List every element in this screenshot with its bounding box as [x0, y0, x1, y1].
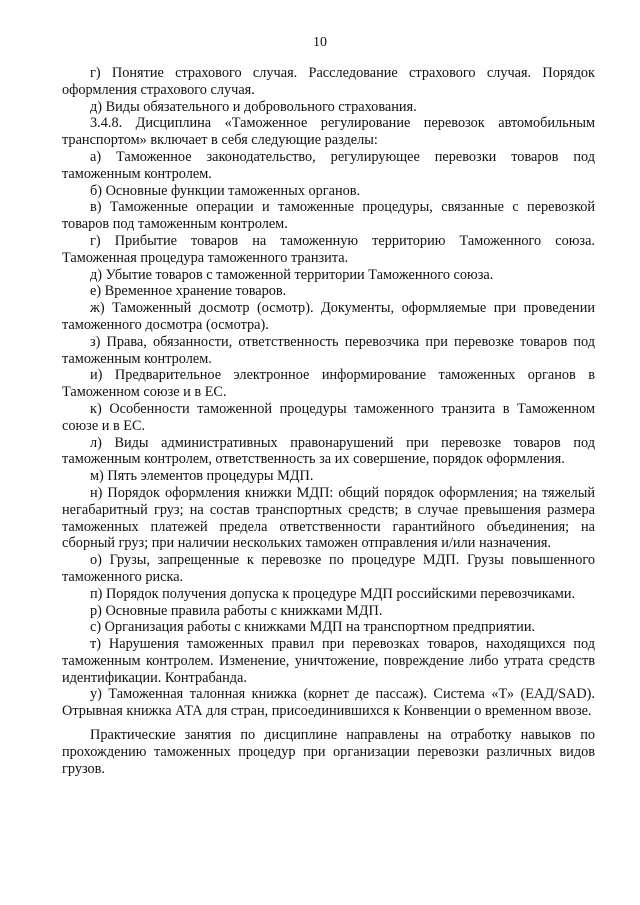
paragraph: т) Нарушения таможенных правил при перевозках товаров, находящихся под таможенным контролем. Изменение, уничтожение, повреждение либо утрата средств идентификации. Контрабанда. [62, 636, 595, 686]
page-number: 10 [313, 35, 327, 50]
paragraph: ж) Таможенный досмотр (осмотр). Документы, оформляемые при проведении таможенного досмотра (осмотра). [62, 300, 595, 333]
paragraph: д) Убытие товаров с таможенной территории Таможенного союза. [90, 266, 494, 283]
paragraph: а) Таможенное законодательство, регулирующее перевозки товаров под таможенным контролем. [62, 148, 595, 182]
paragraph: с) Организация работы с книжками МДП на транспортном предприятии. [90, 619, 536, 636]
paragraph: г) Прибытие товаров на таможенную территорию Таможенного союза. Таможенная процедура таможенного транзита. [62, 232, 595, 266]
paragraph: п) Порядок получения допуска к процедуре МДП российскими перевозчиками. [90, 585, 576, 602]
paragraph: 3.4.8. Дисциплина «Таможенное регулирование перевозок автомобильным транспортом» включает в себя следующие разделы: [62, 115, 595, 149]
paragraph: г) Понятие страхового случая. Расследование страхового случая. Порядок оформления страхового случая. [62, 65, 595, 98]
paragraph: у) Таможенная талонная книжка (корнет де пассаж). Система «Т» (ЕАД/SAD). Отрывная книжка АТА для стран, присоединившихся к Конвенции о временном ввозе. [62, 686, 595, 720]
paragraph: Практические занятия по дисциплине направлены на отработку навыков по прохождению таможенных процедур при организации перевозки различных видов грузов. [62, 727, 595, 777]
paragraph: б) Основные функции таможенных органов. [90, 182, 361, 199]
document-body [62, 65, 595, 777]
paragraph: и) Предварительное электронное информирование таможенных органов в Таможенном союзе и в ЕС. [62, 367, 595, 401]
paragraph: к) Особенности таможенной процедуры таможенного транзита в Таможенном союзе и в ЕС. [62, 400, 595, 434]
paragraph: л) Виды административных правонарушений при перевозке товаров под таможенным контролем, ответственность за их совершение, порядок оформления. [62, 434, 595, 468]
paragraph: з) Права, обязанности, ответственность перевозчика при перевозке товаров под таможенным контролем. [62, 333, 595, 367]
paragraph: о) Грузы, запрещенные к перевозке по процедуре МДП. Грузы повышенного таможенного риска. [62, 552, 595, 585]
paragraph: д) Виды обязательного и добровольного страхования. [90, 98, 417, 115]
paragraph: н) Порядок оформления книжки МДП: общий порядок оформления; на тяжелый негабаритный груз; на состав транспортных средств; в случае превышения размера таможенных платежей предела ответственности гарантийного объединения; на сборный груз; при наличии нескольких таможен отправления и/или назначения. [62, 484, 595, 552]
paragraph: м) Пять элементов процедуры МДП. [90, 468, 314, 485]
paragraph: в) Таможенные операции и таможенные процедуры, связанные с перевозкой товаров под таможенным контролем. [62, 199, 595, 233]
paragraph: е) Временное хранение товаров. [90, 283, 287, 300]
paragraph: р) Основные правила работы с книжками МДП. [90, 602, 383, 619]
